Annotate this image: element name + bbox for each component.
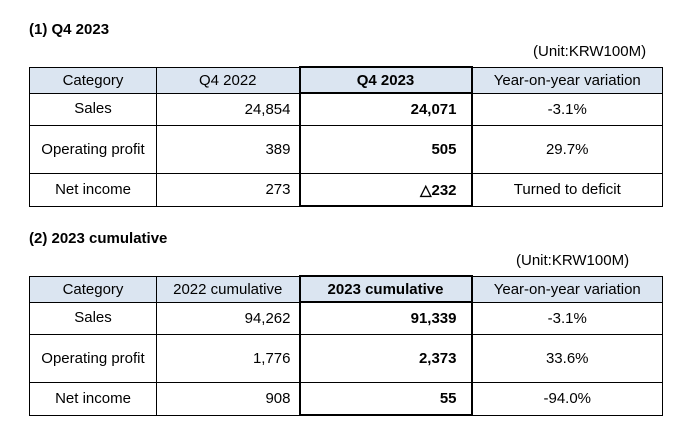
row-current-value: △232 [300,174,472,207]
cumulative-results-table [29,275,663,416]
row-prev-value: 908 [157,383,300,416]
row-variation: 29.7% [472,126,663,174]
q4-results-table [29,66,663,207]
header-variation: Year-on-year variation [472,67,663,93]
row-prev-value: 389 [157,126,300,174]
row-current-value: 505 [300,126,472,174]
table-row [30,335,663,383]
header-current-period: 2023 cumulative [300,276,472,302]
table-header-row [30,276,663,302]
table-row [30,302,663,335]
header-category: Category [30,67,157,93]
row-variation: -94.0% [472,383,663,416]
row-variation: Turned to deficit [472,174,663,207]
header-variation: Year-on-year variation [472,276,663,302]
row-variation: 33.6% [472,335,663,383]
row-category: Net income [30,383,157,416]
row-current-value: 2,373 [300,335,472,383]
row-prev-value: 94,262 [157,302,300,335]
unit-label-q4: (Unit:KRW100M) [533,43,647,60]
header-category: Category [30,276,157,302]
row-prev-value: 273 [157,174,300,207]
table-row [30,383,663,416]
header-prev-period: Q4 2022 [157,67,300,93]
row-prev-value: 24,854 [157,93,300,126]
unit-label-cumulative: (Unit:KRW100M) [516,252,630,269]
row-variation: -3.1% [472,302,663,335]
table-row [30,93,663,126]
header-current-period: Q4 2023 [300,67,472,93]
row-category: Sales [30,302,157,335]
table-row [30,174,663,207]
table-header-row [30,67,663,93]
row-prev-value: 1,776 [157,335,300,383]
row-category: Operating profit [30,126,157,174]
row-variation: -3.1% [472,93,663,126]
row-category: Sales [30,93,157,126]
row-current-value: 91,339 [300,302,472,335]
table-row [30,126,663,174]
row-category: Net income [30,174,157,207]
row-current-value: 24,071 [300,93,472,126]
row-current-value: 55 [300,383,472,416]
header-prev-period: 2022 cumulative [157,276,300,302]
section-title-cumulative: (2) 2023 cumulative [29,230,168,247]
section-title-q4: (1) Q4 2023 [29,21,110,38]
row-category: Operating profit [30,335,157,383]
